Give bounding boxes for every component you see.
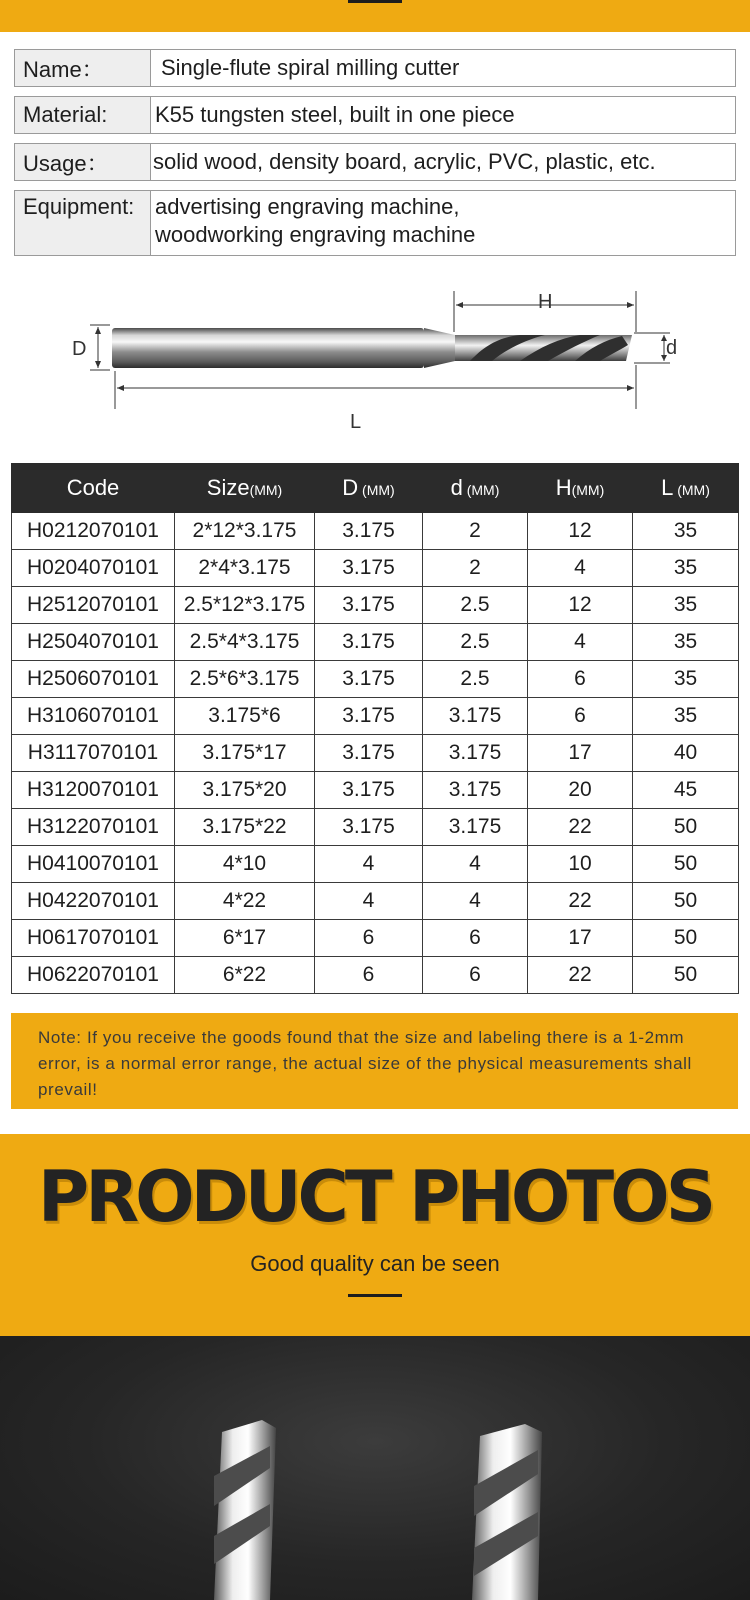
overall-length-cell: 35	[633, 587, 739, 624]
table-row	[12, 624, 739, 661]
size-cell: 2*4*3.175	[175, 550, 315, 587]
cutting-diameter-cell: 3.175	[423, 735, 528, 772]
table-row	[12, 846, 739, 883]
flute-length-cell: 10	[528, 846, 633, 883]
overall-length-cell: 50	[633, 809, 739, 846]
overall-length-cell: 50	[633, 957, 739, 994]
spec-row-usage	[14, 143, 736, 181]
cutting-diameter-cell: 2.5	[423, 624, 528, 661]
cutter-left	[214, 1420, 276, 1600]
flute-length-cell: 20	[528, 772, 633, 809]
flute-length-cell: 17	[528, 920, 633, 957]
cutting-diameter-cell: 2	[423, 550, 528, 587]
dim-label-L: L	[350, 411, 362, 433]
code-cell: H2512070101	[12, 587, 175, 624]
table-row	[12, 883, 739, 920]
column-header-d: d (MM)	[423, 464, 528, 513]
spec-label: Material:	[15, 97, 151, 133]
code-cell: H3122070101	[12, 809, 175, 846]
overall-length-cell: 35	[633, 661, 739, 698]
shank-diameter-cell: 3.175	[315, 772, 423, 809]
cutting-diameter-cell: 6	[423, 957, 528, 994]
shank-diameter-cell: 3.175	[315, 661, 423, 698]
spec-row-name	[14, 49, 736, 87]
size-cell: 2.5*4*3.175	[175, 624, 315, 661]
flute-length-cell: 12	[528, 513, 633, 550]
shank-diameter-cell: 3.175	[315, 624, 423, 661]
size-cell: 2.5*6*3.175	[175, 661, 315, 698]
cutter-image	[112, 328, 632, 368]
table-row	[12, 920, 739, 957]
code-cell: H0410070101	[12, 846, 175, 883]
product-photos-banner	[0, 1134, 750, 1336]
shank-diameter-cell: 3.175	[315, 513, 423, 550]
cutting-diameter-cell: 2	[423, 513, 528, 550]
size-cell: 6*22	[175, 957, 315, 994]
size-cell: 4*10	[175, 846, 315, 883]
size-cell: 2.5*12*3.175	[175, 587, 315, 624]
dim-label-D: D	[72, 338, 87, 360]
overall-length-cell: 35	[633, 698, 739, 735]
flute-length-cell: 22	[528, 957, 633, 994]
column-header-code: Code	[12, 464, 175, 513]
banner-divider	[348, 0, 402, 3]
spec-label: Usage：	[15, 144, 151, 180]
shank-diameter-cell: 6	[315, 957, 423, 994]
shank-diameter-cell: 4	[315, 846, 423, 883]
spec-label: Equipment:	[15, 191, 151, 255]
column-header-L: L (MM)	[633, 464, 739, 513]
flute-length-cell: 22	[528, 883, 633, 920]
size-cell: 3.175*20	[175, 772, 315, 809]
spec-row-equipment	[14, 190, 736, 256]
table-row	[12, 957, 739, 994]
column-header-size: Size(MM)	[175, 464, 315, 513]
shank-diameter-cell: 4	[315, 883, 423, 920]
code-cell: H2504070101	[12, 624, 175, 661]
table-header-row	[12, 464, 739, 513]
table-row	[12, 513, 739, 550]
size-table	[11, 463, 739, 994]
table-row	[12, 661, 739, 698]
table-row	[12, 698, 739, 735]
code-cell: H3106070101	[12, 698, 175, 735]
flute-length-cell: 4	[528, 550, 633, 587]
column-header-D: D (MM)	[315, 464, 423, 513]
flute-length-cell: 6	[528, 698, 633, 735]
flute-length-cell: 12	[528, 587, 633, 624]
cutting-diameter-cell: 3.175	[423, 772, 528, 809]
shank-diameter-cell: 6	[315, 920, 423, 957]
code-cell: H2506070101	[12, 661, 175, 698]
dim-label-H: H	[538, 291, 553, 313]
size-cell: 3.175*6	[175, 698, 315, 735]
code-cell: H0212070101	[12, 513, 175, 550]
cutting-diameter-cell: 4	[423, 883, 528, 920]
shank-diameter-cell: 3.175	[315, 587, 423, 624]
table-row	[12, 772, 739, 809]
product-photos-subtitle: Good quality can be seen	[250, 1251, 500, 1276]
shank-diameter-cell: 3.175	[315, 550, 423, 587]
cutting-diameter-cell: 4	[423, 846, 528, 883]
code-cell: H0617070101	[12, 920, 175, 957]
size-cell: 2*12*3.175	[175, 513, 315, 550]
flute-length-cell: 17	[528, 735, 633, 772]
spec-value: solid wood, density board, acrylic, PVC, plastic, etc.	[151, 144, 735, 180]
flute-length-cell: 4	[528, 624, 633, 661]
spec-label: Name：	[15, 50, 151, 86]
column-header-H: H(MM)	[528, 464, 633, 513]
size-cell: 3.175*17	[175, 735, 315, 772]
top-banner	[0, 0, 750, 32]
spec-value: Single-flute spiral milling cutter	[151, 50, 735, 86]
table-row	[12, 735, 739, 772]
cutting-diameter-cell: 6	[423, 920, 528, 957]
cutter-right	[472, 1424, 542, 1600]
cutting-diameter-cell: 2.5	[423, 587, 528, 624]
overall-length-cell: 35	[633, 624, 739, 661]
overall-length-cell: 45	[633, 772, 739, 809]
cutter-photo-image	[0, 1336, 750, 1600]
overall-length-cell: 35	[633, 550, 739, 587]
table-row	[12, 550, 739, 587]
shank-diameter-cell: 3.175	[315, 698, 423, 735]
spec-row-material	[14, 96, 736, 134]
table-row	[12, 809, 739, 846]
cutter-dimension-diagram	[0, 285, 750, 435]
product-photos-title: PRODUCT PHOTOS	[37, 1156, 713, 1238]
flute-length-cell: 22	[528, 809, 633, 846]
code-cell: H0422070101	[12, 883, 175, 920]
banner-divider	[348, 1294, 402, 1297]
cutting-diameter-cell: 3.175	[423, 809, 528, 846]
cutting-diameter-cell: 2.5	[423, 661, 528, 698]
dim-label-d: d	[666, 337, 678, 359]
overall-length-cell: 35	[633, 513, 739, 550]
size-cell: 6*17	[175, 920, 315, 957]
overall-length-cell: 50	[633, 846, 739, 883]
shank-diameter-cell: 3.175	[315, 735, 423, 772]
spec-value: advertising engraving machine, woodworking engraving machine	[151, 191, 735, 255]
size-error-note: Note: If you receive the goods found that the size and labeling there is a 1-2mm error, is a normal error range, the actual size of the physical measurements shall prevail!	[11, 1013, 738, 1109]
size-cell: 3.175*22	[175, 809, 315, 846]
flute-length-cell: 6	[528, 661, 633, 698]
overall-length-cell: 50	[633, 883, 739, 920]
cutting-diameter-cell: 3.175	[423, 698, 528, 735]
code-cell: H3120070101	[12, 772, 175, 809]
code-cell: H3117070101	[12, 735, 175, 772]
product-photo	[0, 1336, 750, 1600]
overall-length-cell: 40	[633, 735, 739, 772]
overall-length-cell: 50	[633, 920, 739, 957]
code-cell: H0622070101	[12, 957, 175, 994]
size-cell: 4*22	[175, 883, 315, 920]
shank-diameter-cell: 3.175	[315, 809, 423, 846]
code-cell: H0204070101	[12, 550, 175, 587]
spec-value: K55 tungsten steel, built in one piece	[151, 97, 735, 133]
table-row	[12, 587, 739, 624]
